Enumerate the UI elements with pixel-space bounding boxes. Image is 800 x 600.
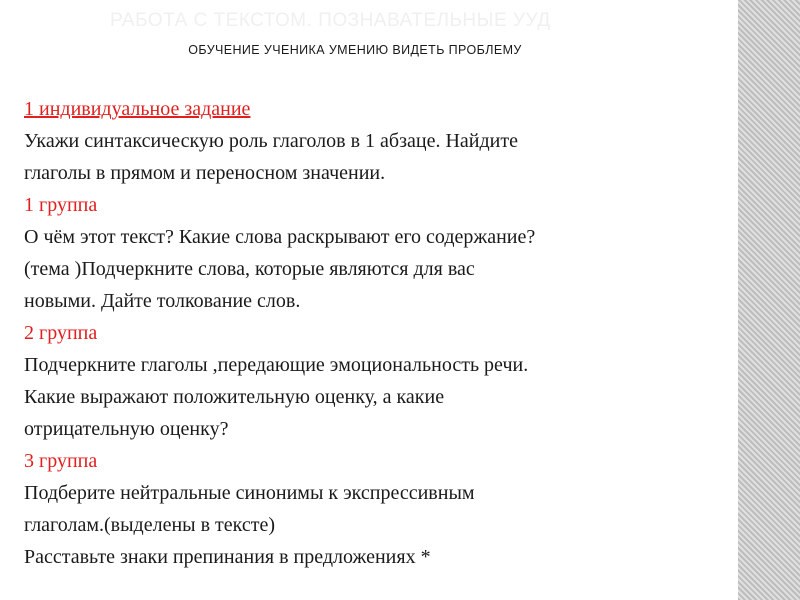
slide-subtitle: ОБУЧЕНИЕ УЧЕНИКА УМЕНИЮ ВИДЕТЬ ПРОБЛЕМУ xyxy=(188,43,522,57)
group-3-line: Расставьте знаки препинания в предложениях * xyxy=(24,546,431,568)
group-3-line: глаголам.(выделены в тексте) xyxy=(24,514,276,536)
group-2-line: отрицательную оценку? xyxy=(24,418,229,440)
task-line: глаголы в прямом и переносном значении. xyxy=(24,162,386,184)
group-3-line: Подберите нейтральные синонимы к экспрессивным xyxy=(24,482,475,504)
decorative-side-panel xyxy=(738,0,800,600)
group-2-heading: 2 группа xyxy=(24,322,98,344)
group-2-line: Какие выражают положительную оценку, а какие xyxy=(24,386,445,408)
group-1-line: новыми. Дайте толкование слов. xyxy=(24,290,301,312)
task-heading: 1 индивидуальное задание xyxy=(24,98,251,120)
group-2-line: Подчеркните глаголы ,передающие эмоциональность речи. xyxy=(24,354,529,376)
slide-content xyxy=(24,93,730,573)
group-1-line: (тема )Подчеркните слова, которые являются для вас xyxy=(24,258,475,280)
slide-title: РАБОТА С ТЕКСТОМ. ПОЗНАВАТЕЛЬНЫЕ УУД xyxy=(110,10,551,31)
task-line: Укажи синтаксическую роль глаголов в 1 абзаце. Найдите xyxy=(24,130,518,152)
group-1-line: О чём этот текст? Какие слова раскрывают его содержание? xyxy=(24,226,536,248)
group-1-heading: 1 группа xyxy=(24,194,98,216)
group-3-heading: 3 группа xyxy=(24,450,98,472)
